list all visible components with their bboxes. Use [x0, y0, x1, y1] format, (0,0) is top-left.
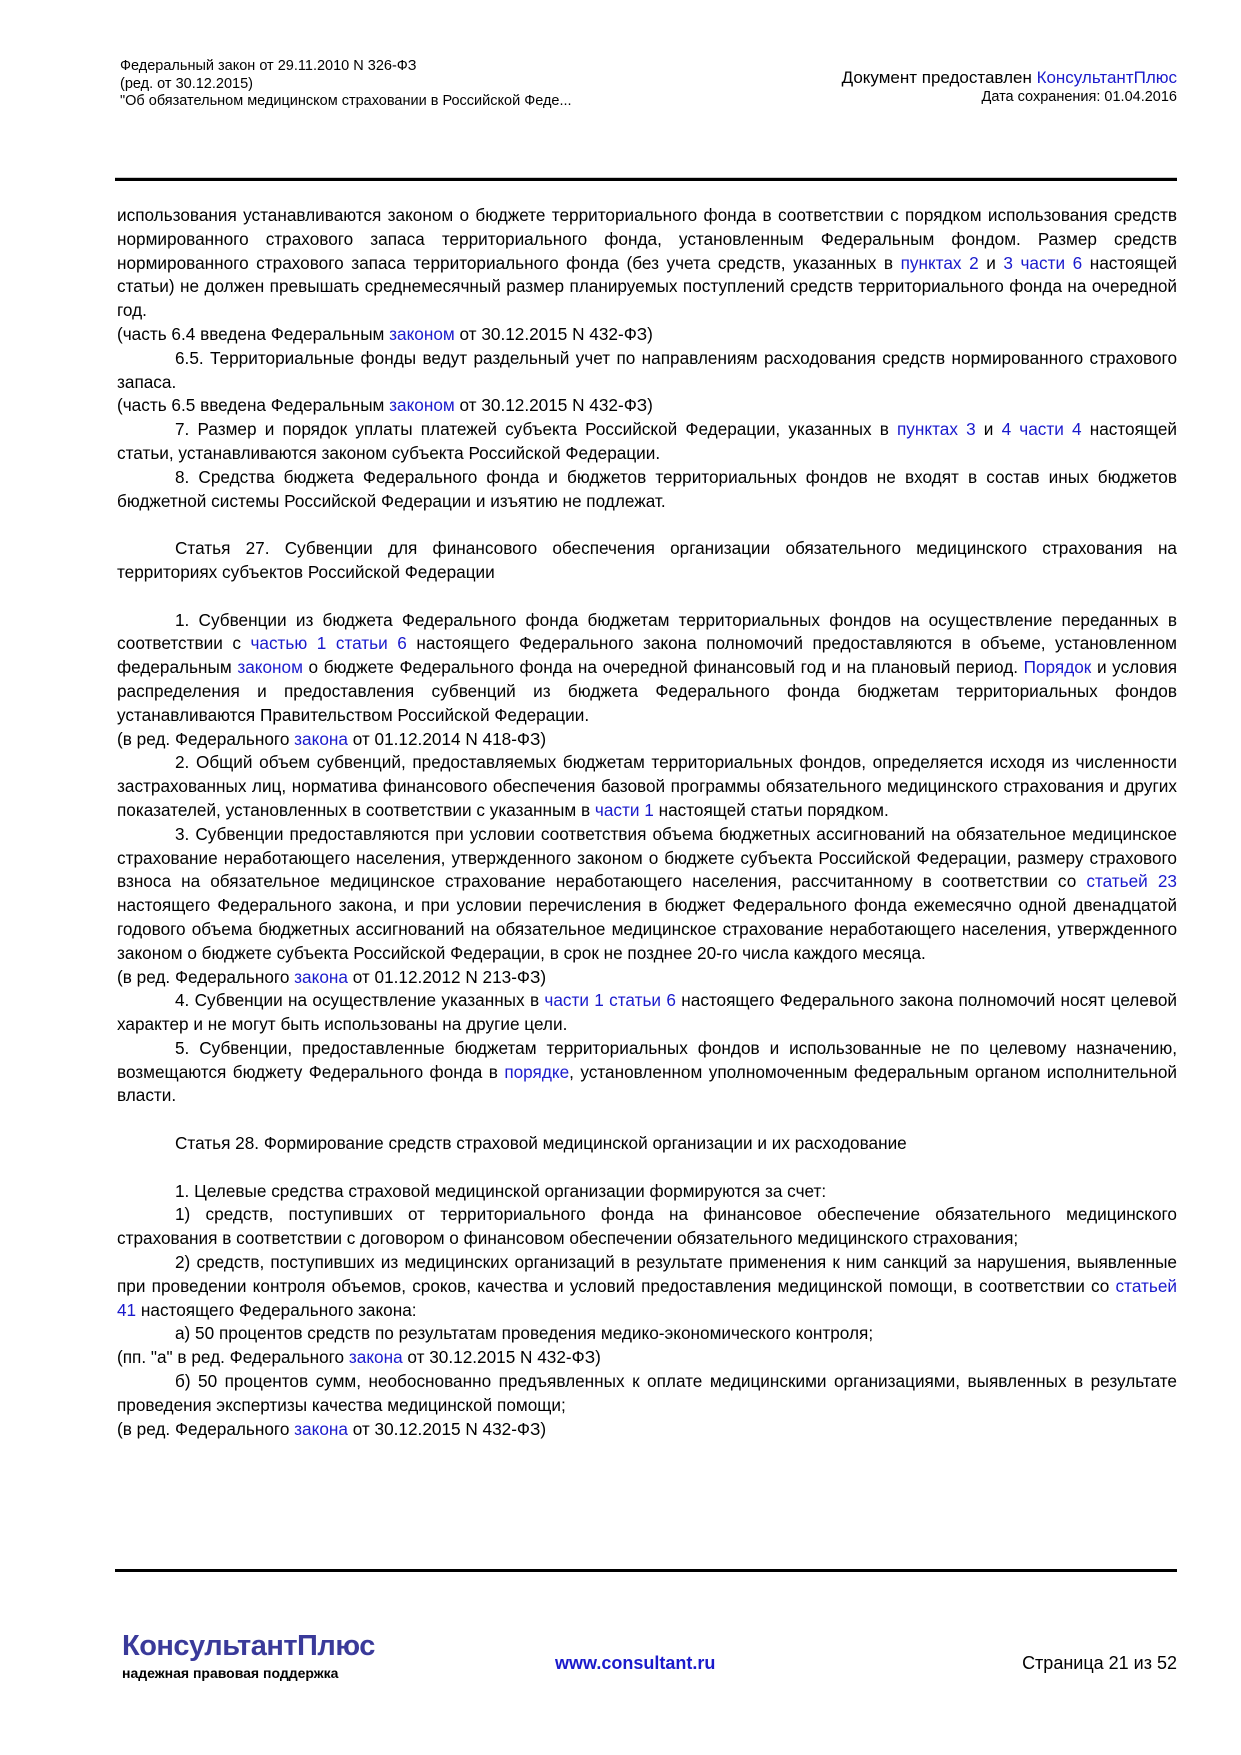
document-header-right — [842, 68, 1177, 106]
paragraph: 7. Размер и порядок уплаты платежей субъекта Российской Федерации, указанных в пунктах 3 и 4 части 4 настоящей статьи, устанавливаются законом субъекта Российской Федерации. — [117, 419, 1178, 463]
paragraph: 1. Субвенции из бюджета Федерального фонда бюджетам территориальных фондов на осуществление переданных в соответствии с частью 1 статьи 6 настоящего Федерального закона полномочий предоставляются в объеме, установленном федеральным законом о бюджете Федерального фонда на очередной финансовый год и на плановый период. Порядок и условия распределения и предоставления субвенций из бюджета Федерального фонда бюджетам территориальных фондов устанавливаются Правительством Российской Федерации. — [117, 609, 1178, 725]
link-chastyu-1-stati-6[interactable]: частью 1 статьи 6 — [250, 633, 407, 654]
paragraph: 4. Субвенции на осуществление указанных в части 1 статьи 6 настоящего Федерального закона полномочий носят целевой характер и не могут быть использованы на другие цели. — [117, 990, 1177, 1035]
paragraph: 2) средств, поступивших из медицинских организаций в результате применения к ним санкций за нарушения, выявленные при проведении контроля объемов, сроков, качества и условий предоставления медицинской помощи, в соответствии со статьей 41 настоящего Федерального закона: — [117, 1252, 1177, 1320]
amendment-note: (в ред. Федерального закона от 01.12.2012 N 213-ФЗ) — [117, 966, 547, 987]
link-zakon[interactable]: законом — [237, 657, 303, 678]
logo-tagline: надежная правовая поддержка — [122, 1665, 339, 1681]
link-zakona[interactable]: закона — [294, 966, 348, 987]
document-body — [117, 204, 1177, 1441]
amendment-note: (часть 6.5 введена Федеральным законом от 30.12.2015 N 432-ФЗ) — [117, 395, 653, 416]
paragraph: 5. Субвенции, предоставленные бюджетам территориальных фондов и использованные не по целевому назначению, возмещаются бюджету Федерального фонда в порядке, установленном уполномоченным федеральным органом исполнительной власти. — [117, 1037, 1178, 1106]
link-chasti-1-stati-6[interactable]: части 1 статьи 6 — [544, 990, 676, 1011]
link-zakona[interactable]: закона — [348, 1347, 403, 1368]
link-zakon[interactable]: законом — [389, 395, 455, 416]
link-zakona[interactable]: закона — [294, 1418, 348, 1439]
paragraph: 1. Целевые средства страховой медицинской организации формируются за счет: — [175, 1180, 827, 1201]
amendment-note: (в ред. Федерального закона от 01.12.2014 N 418-ФЗ) — [117, 728, 547, 749]
law-name: "Об обязательном медицинском страховании в Российской Феде... — [120, 93, 572, 109]
paragraph: использования устанавливаются законом о бюджете территориального фонда в соответствии с порядком использования средств нормированного страхового запаса территориального фонда, установленным Федеральным фондом. Размер средств нормированного страхового запаса территориального фонда (без учета средств, указанных в пунктах 2 и 3 части 6 настоящей статьи) не должен превышать среднемесячный размер планируемых поступлений средств территориального фонда на очередной год. — [117, 205, 1178, 321]
amendment-note: (часть 6.4 введена Федеральным законом от 30.12.2015 N 432-ФЗ) — [117, 323, 653, 344]
link-statey-23[interactable]: статьей 23 — [1086, 871, 1177, 892]
logo-name: КонсультантПлюс — [122, 1630, 375, 1662]
amendment-note: (пп. "а" в ред. Федерального закона от 30.12.2015 N 432-ФЗ) — [117, 1347, 601, 1368]
link-zakon[interactable]: законом — [389, 323, 455, 344]
provided-by — [842, 68, 1177, 88]
amendment-note: (в ред. Федерального закона от 30.12.2015 N 432-ФЗ) — [117, 1418, 547, 1439]
link-punkty-2[interactable]: пунктах 2 — [900, 252, 979, 273]
link-zakona[interactable]: закона — [294, 728, 348, 749]
page-number: Страница 21 из 52 — [1022, 1653, 1177, 1673]
document-header-left — [120, 58, 572, 111]
link-3-chasti-6[interactable]: 3 части 6 — [1003, 252, 1083, 273]
link-poryadok[interactable]: Порядок — [1023, 657, 1092, 678]
provided-by-label: Документ предоставлен — [841, 68, 1037, 87]
article-28-title: Статья 28. Формирование средств страховой медицинской организации и их расходование — [175, 1133, 907, 1154]
header-divider — [115, 177, 1177, 181]
law-revision: (ред. от 30.12.2015) — [120, 75, 253, 92]
article-27-title: Статья 27. Субвенции для финансового обеспечения организации обязательного медицинского страхования на территориях субъектов Российской Федерации — [117, 538, 1177, 582]
link-4-chasti-4[interactable]: 4 части 4 — [1001, 419, 1082, 440]
link-poryadke[interactable]: порядке — [504, 1061, 570, 1082]
link-punkty-3[interactable]: пунктах 3 — [897, 419, 976, 440]
paragraph: 1) средств, поступивших от территориального фонда на финансовое обеспечение обязательного медицинского страхования в соответствии с договором о финансовом обеспечении обязательного медицинского страхования; — [117, 1204, 1177, 1249]
paragraph: 3. Субвенции предоставляются при условии соответствия объема бюджетных ассигнований на обязательное медицинское страхование неработающего населения, утвержденного законом о бюджете субъекта Российской Федерации, размеру страхового взноса на обязательное медицинское страхование неработающего населения, рассчитанному в соответствии со статьей 23 настоящего Федерального закона, и при условии перечисления в бюджет Федерального фонда ежемесячно одной двенадцатой годового объема бюджетных ассигнований на обязательное медицинское страхование неработающего населения, утвержденного законом о бюджете субъекта Российской Федерации, в срок не позднее 20-го числа каждого месяца. — [117, 823, 1177, 963]
link-statey-41[interactable]: статьей 41 — [117, 1275, 1177, 1320]
paragraph: 6.5. Территориальные фонды ведут раздельный учет по направлениям расходования средств нормированного страхового запаса. — [117, 347, 1177, 392]
website-link[interactable]: www.consultant.ru — [555, 1653, 716, 1673]
paragraph: б) 50 процентов сумм, необоснованно предъявленных к оплате медицинскими организациями, выявленных в результате проведения экспертизы качества медицинской помощи; — [117, 1371, 1177, 1415]
paragraph: а) 50 процентов средств по результатам проведения медико-экономического контроля; — [175, 1323, 874, 1344]
link-chasti-1[interactable]: части 1 — [594, 799, 654, 820]
consultantplus-logo — [122, 1630, 375, 1682]
law-title: Федеральный закон от 29.11.2010 N 326-ФЗ — [120, 58, 417, 74]
paragraph: 2. Общий объем субвенций, предоставляемых бюджетам территориальных фондов, определяется исходя из численности застрахованных лиц, норматива финансового обеспечения базовой программы обязательного медицинского страхования и других показателей, установленных в соответствии с указанным в части 1 настоящей статьи порядком. — [117, 752, 1177, 820]
provider-link[interactable]: КонсультантПлюс — [1036, 68, 1177, 87]
footer-divider — [115, 1569, 1177, 1572]
saved-date: Дата сохранения: 01.04.2016 — [981, 89, 1177, 105]
paragraph: 8. Средства бюджета Федерального фонда и бюджетов территориальных фондов не входят в состав иных бюджетов бюджетной системы Российской Федерации и изъятию не подлежат. — [117, 466, 1177, 511]
